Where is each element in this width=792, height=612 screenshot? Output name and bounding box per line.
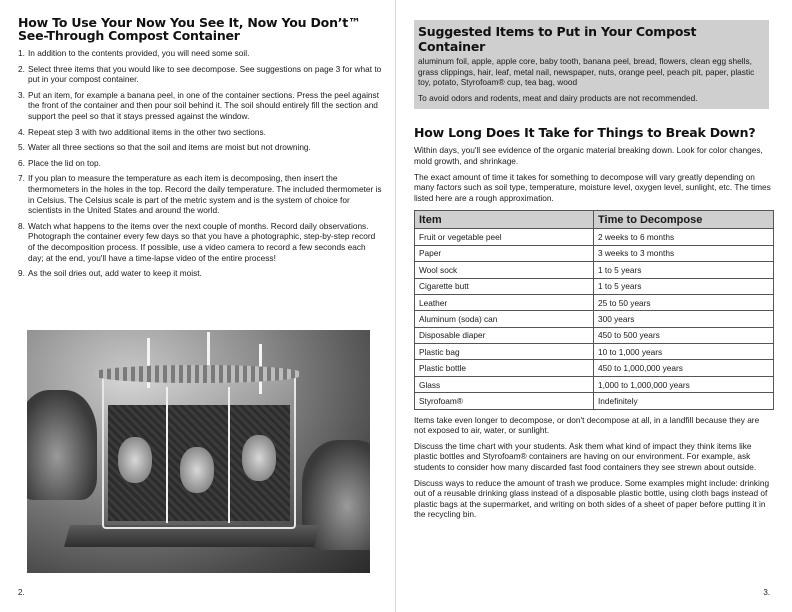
step-text: Put an item, for example a banana peel, in one of the container sections. Press the peel against the front of the container and then pour soil behind it. The soil should entirely fill the section and support the peel so that it stays pressed against the window. (28, 89, 379, 121)
table-cell-time: Indefinitely (594, 393, 774, 409)
page-number-left: 2. (18, 588, 25, 597)
table-cell-time: 10 to 1,000 years (594, 344, 774, 360)
instructions-title (18, 16, 382, 42)
table-cell-item: Wool sock (415, 262, 594, 278)
instructions-title-line1: How To Use Your Now You See It, Now You Don’t™ (18, 15, 361, 30)
compost-container-photo (27, 330, 370, 573)
page-number-right: 3. (763, 588, 770, 597)
suggested-items-note: To avoid odors and rodents, meat and dairy products are not recommended. (418, 92, 698, 103)
step-text: Place the lid on top. (28, 157, 101, 168)
decomposing-item (180, 447, 214, 493)
table-row (415, 262, 774, 278)
instruction-step (18, 268, 382, 279)
decomposing-item (118, 437, 152, 483)
table-cell-item: Disposable diaper (415, 327, 594, 343)
table-header-row (415, 211, 774, 229)
breakdown-paragraph-5: Discuss ways to reduce the amount of trash we produce. Some examples might include: drinking out of a reusable drinking glass instead of a disposable plastic bottle, using cloth bags instead of plastic bags at the supermarket, and writing on both sides of a sheet of paper before putting it in the recycling bin. (414, 477, 770, 520)
step-number: 8. (18, 220, 25, 231)
table-cell-item: Cigarette butt (415, 278, 594, 294)
table-row (415, 245, 774, 261)
table-cell-item: Styrofoam® (415, 393, 594, 409)
table-row (415, 294, 774, 310)
step-number: 5. (18, 142, 25, 153)
step-number: 3. (18, 89, 25, 100)
breakdown-paragraph-1: Within days, you'll see evidence of the organic material breaking down. Look for color changes, mold growth, and shrinkage. (414, 145, 763, 166)
table-body (415, 229, 774, 409)
table-cell-item: Glass (415, 376, 594, 392)
table-row (415, 229, 774, 245)
table-cell-time: 1 to 5 years (594, 262, 774, 278)
table-row (415, 278, 774, 294)
instruction-step (18, 221, 382, 263)
breakdown-title: How Long Does It Take for Things to Break Down? (414, 125, 756, 141)
table-row (415, 393, 774, 409)
container-divider (166, 387, 168, 523)
table-cell-time: 25 to 50 years (594, 294, 774, 310)
instruction-step (18, 127, 382, 138)
instruction-step (18, 64, 382, 85)
decomposing-item (242, 435, 276, 481)
table-cell-time: 2 weeks to 6 months (594, 229, 774, 245)
step-number: 1. (18, 48, 25, 58)
step-number: 6. (18, 157, 25, 168)
table-cell-time: 1 to 5 years (594, 278, 774, 294)
instruction-step (18, 142, 382, 153)
table-row (415, 376, 774, 392)
breakdown-paragraph-2: The exact amount of time it takes for something to decompose will vary greatly depending on many factors such as soil type, temperature, moisture level, oxygen level, sunlight, etc. The times listed here are a rough approximation. (414, 171, 771, 203)
step-text: If you plan to measure the temperature as each item is decomposing, then insert the thermometers in the holes in the top. Record the daily temperature. The included thermometer is in Celsius. The Celsius scale is part of the metric system and is the system of choice for scientists in the United States and around the world. (28, 173, 382, 216)
instruction-step (18, 173, 382, 215)
step-number: 4. (18, 126, 25, 137)
suggested-items-list: aluminum foil, apple, apple core, baby tooth, banana peel, bread, flowers, clean egg shells, grass clippings, hair, leaf, metal nail, newspaper, nuts, orange peel, peach pit, paper, plastic toy, potato, Styrofoam® cup, tea bag, wood (418, 56, 755, 88)
table-cell-time: 450 to 500 years (594, 327, 774, 343)
table-cell-item: Leather (415, 294, 594, 310)
plant-left (27, 390, 97, 500)
step-text: As the soil dries out, add water to keep it moist. (28, 268, 202, 279)
step-number: 2. (18, 63, 25, 74)
container-body (102, 375, 296, 529)
table-row (415, 311, 774, 327)
table-cell-item: Paper (415, 245, 594, 261)
step-text: Watch what happens to the items over the next couple of months. Record daily observations. Photograph the container every few days so that you have a photographic, step-by-step record of the decomposition process. If possible, use a video camera to record a few seconds each day; at the end, you'll have a time-lapse video of the entire process! (28, 220, 376, 263)
step-text: Select three items that you would like to see decompose. See suggestions on page 3 for what to put in your compost container. (28, 63, 382, 85)
instructions-title-line2: See-Through Compost Container (18, 28, 240, 43)
table-cell-item: Plastic bottle (415, 360, 594, 376)
container-divider (228, 387, 230, 523)
breakdown-paragraph-3: Items take even longer to decompose, or don't decompose at all, in a landfill because they are not exposed to air, water, or sunlight. (414, 414, 760, 436)
table-cell-time: 3 weeks to 3 months (594, 245, 774, 261)
suggested-items-title: Suggested Items to Put in Your Compost Container (418, 24, 697, 54)
breakdown-paragraph-4: Discuss the time chart with your students. Ask them what kind of impact they think items like plastic bottles and Styrofoam® containers are having on our environment. For example, ask students to consider how many discarded fast food containers they see strewn about outside. (414, 440, 757, 473)
table-cell-item: Plastic bag (415, 344, 594, 360)
table-row (415, 327, 774, 343)
step-text: Repeat step 3 with two additional items in the other two sections. (28, 126, 266, 137)
table-header-item: Item (415, 211, 594, 229)
decompose-time-table (414, 210, 774, 409)
step-number: 7. (18, 173, 25, 184)
table-header-time: Time to Decompose (594, 211, 774, 229)
instructions-list (18, 48, 382, 279)
step-text: Water all three sections so that the soil and items are moist but not drowning. (28, 142, 311, 153)
right-page (396, 0, 792, 612)
step-text: In addition to the contents provided, you will need some soil. (28, 48, 250, 58)
instruction-step (18, 90, 382, 122)
table-cell-time: 300 years (594, 311, 774, 327)
table-cell-time: 450 to 1,000,000 years (594, 360, 774, 376)
table-row (415, 360, 774, 376)
table-row (415, 344, 774, 360)
instruction-step (18, 158, 382, 169)
step-number: 9. (18, 268, 25, 279)
table-cell-time: 1,000 to 1,000,000 years (594, 376, 774, 392)
table-cell-item: Fruit or vegetable peel (415, 229, 594, 245)
instruction-step (18, 48, 382, 59)
suggested-items-box (414, 20, 769, 109)
container-lid (95, 365, 300, 383)
table-cell-item: Aluminum (soda) can (415, 311, 594, 327)
